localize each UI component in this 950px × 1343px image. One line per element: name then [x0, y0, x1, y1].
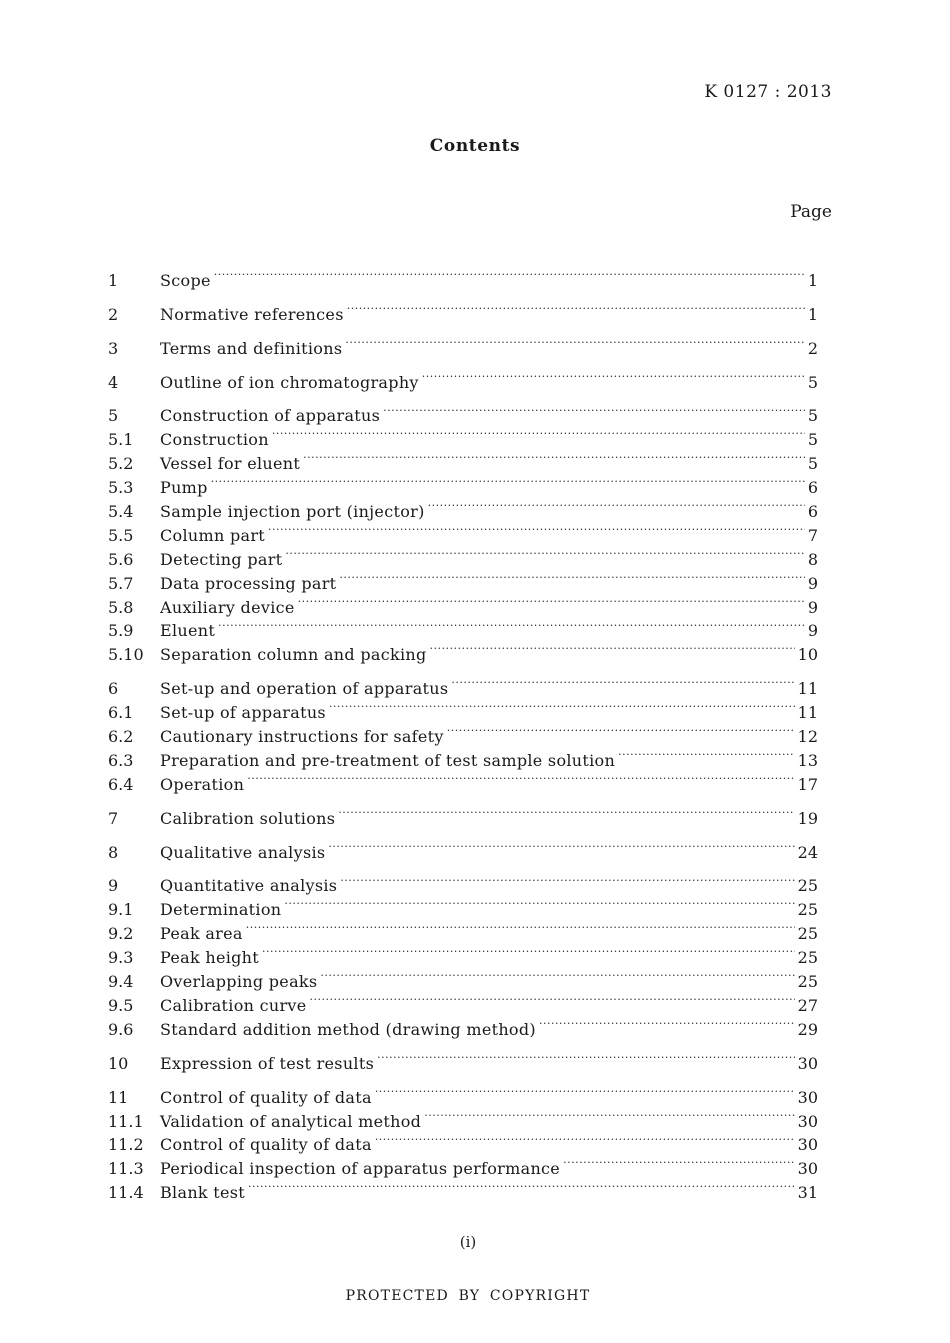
toc-dot-leader [298, 589, 805, 613]
toc-entry-page: 30 [797, 1159, 818, 1179]
toc-dot-leader [375, 1127, 795, 1151]
toc-entry-page: 12 [797, 727, 818, 747]
toc-dot-leader [268, 517, 805, 541]
toc-entry-page: 5 [807, 454, 818, 474]
toc-entry-number: 5.5 [108, 525, 134, 545]
toc-dot-leader [310, 987, 795, 1011]
toc-entry-page: 11 [797, 703, 818, 723]
copyright-notice: PROTECTED BY COPYRIGHT [345, 1288, 591, 1304]
toc-entry-number: 6.2 [108, 727, 134, 747]
toc-dot-leader [375, 1079, 795, 1103]
toc-entry-page: 5 [807, 430, 818, 450]
toc-entry-number: 9 [108, 876, 119, 896]
toc-entry-number: 5.10 [108, 645, 144, 665]
toc-entry-title: Control of quality of data [160, 1087, 372, 1107]
toc-entry-title: Overlapping peaks [160, 972, 318, 992]
toc-entry-number: 6.4 [108, 774, 134, 794]
toc-entry[interactable] [108, 262, 818, 290]
page-title: Contents [429, 136, 521, 156]
toc-dot-leader [284, 891, 794, 915]
toc-entry-page: 30 [797, 1135, 818, 1155]
toc-dot-leader [451, 670, 794, 694]
toc-dot-leader [428, 493, 805, 517]
toc-entry-title: Calibration curve [160, 995, 307, 1015]
toc-entry-page: 2 [807, 338, 818, 358]
toc-entry[interactable] [108, 469, 818, 498]
toc-entry-title: Pump [160, 478, 208, 498]
toc-entry-number: 3 [108, 338, 119, 358]
toc-entry-title: Qualitative analysis [160, 842, 326, 862]
toc-dot-leader [447, 718, 795, 742]
toc-entry-page: 30 [797, 1087, 818, 1107]
toc-entry-page: 1 [807, 304, 818, 324]
toc-entry-number: 5.8 [108, 597, 134, 617]
toc-entry-number: 5.9 [108, 621, 134, 641]
toc-dot-leader [320, 963, 794, 987]
toc-entry[interactable] [108, 834, 818, 862]
toc-dot-leader [347, 296, 805, 320]
toc-entry[interactable] [108, 1045, 818, 1073]
toc-dot-leader [211, 469, 805, 493]
toc-dot-leader [377, 1045, 795, 1069]
toc-dot-leader [328, 834, 794, 858]
toc-entry-page: 27 [797, 995, 818, 1015]
toc-entry-number: 11.2 [108, 1135, 144, 1155]
toc-entry-title: Normative references [160, 304, 344, 324]
toc-entry-page: 10 [797, 645, 818, 665]
toc-entry[interactable] [108, 1079, 818, 1107]
page-column-label: Page [790, 202, 832, 222]
toc-entry-title: Set-up of apparatus [160, 703, 326, 723]
toc-dot-leader [563, 1150, 795, 1174]
toc-entry-title: Construction [160, 430, 269, 450]
toc-entry-page: 9 [807, 597, 818, 617]
toc-entry-title: Outline of ion chromatography [160, 372, 419, 392]
toc-dot-leader [214, 262, 805, 286]
toc-entry-number: 5.4 [108, 502, 134, 522]
toc-entry-number: 11 [108, 1087, 129, 1107]
toc-entry[interactable] [108, 330, 818, 358]
toc-entry-number: 9.5 [108, 995, 134, 1015]
toc-entry-title: Vessel for eluent [160, 454, 301, 474]
toc-entry-title: Control of quality of data [160, 1135, 372, 1155]
toc-entry-title: Auxiliary device [160, 597, 295, 617]
toc-dot-leader [424, 1103, 794, 1127]
toc-entry-title: Eluent [160, 621, 216, 641]
toc-entry-page: 25 [797, 876, 818, 896]
toc-entry-page: 5 [807, 406, 818, 426]
toc-entry[interactable] [108, 364, 818, 392]
toc-entry-number: 6.1 [108, 703, 134, 723]
toc-entry[interactable] [108, 398, 818, 426]
toc-entry-title: Terms and definitions [160, 338, 343, 358]
toc-entry-page: 7 [807, 525, 818, 545]
page-number: (i) [459, 1233, 477, 1251]
toc-entry-number: 9.6 [108, 1019, 134, 1039]
toc-entry-title: Expression of test results [160, 1053, 375, 1073]
toc-entry-title: Blank test [160, 1183, 246, 1203]
toc-dot-leader [285, 541, 804, 565]
toc-dot-leader [218, 613, 805, 637]
toc-entry-title: Quantitative analysis [160, 876, 338, 896]
toc-entry-title: Calibration solutions [160, 808, 336, 828]
toc-entry-number: 11.3 [108, 1159, 144, 1179]
toc-dot-leader [618, 742, 795, 766]
toc-entry-number: 5 [108, 406, 119, 426]
toc-entry-number: 5.2 [108, 454, 134, 474]
toc-entry-title: Detecting part [160, 549, 283, 569]
toc-entry-title: Peak area [160, 924, 243, 944]
toc-entry-page: 30 [797, 1053, 818, 1073]
toc-entry-title: Determination [160, 900, 282, 920]
toc-entry[interactable] [108, 670, 818, 699]
toc-entry-page: 19 [797, 808, 818, 828]
toc-entry-number: 7 [108, 808, 119, 828]
toc-entry-number: 9.2 [108, 924, 134, 944]
standard-code: K 0127 : 2013 [704, 82, 832, 102]
toc-entry-number: 9.4 [108, 972, 134, 992]
toc-entry-page: 9 [807, 573, 818, 593]
toc-entry-title: Operation [160, 774, 245, 794]
toc-dot-leader [272, 421, 805, 445]
toc-entry-page: 11 [797, 679, 818, 699]
toc-entry-title: Construction of apparatus [160, 406, 381, 426]
toc-entry[interactable] [108, 868, 818, 896]
toc-entry-title: Standard addition method (drawing method) [160, 1019, 536, 1039]
toc-dot-leader [338, 800, 794, 824]
toc-dot-leader [422, 364, 805, 388]
toc-entry-number: 11.1 [108, 1111, 144, 1131]
toc-entry-number: 8 [108, 842, 119, 862]
toc-dot-leader [339, 565, 804, 589]
toc-entry-number: 6.3 [108, 750, 134, 770]
toc-entry-page: 8 [807, 549, 818, 569]
toc-entry-number: 4 [108, 372, 119, 392]
toc-entry-title: Preparation and pre-treatment of test sample solution [160, 750, 616, 770]
toc-entry-page: 25 [797, 948, 818, 968]
toc-entry-title: Separation column and packing [160, 645, 427, 665]
toc-dot-leader [262, 939, 795, 963]
toc-entry-page: 30 [797, 1111, 818, 1131]
toc-entry-number: 2 [108, 304, 119, 324]
toc-entry-title: Peak height [160, 948, 260, 968]
toc-entry-number: 5.1 [108, 430, 134, 450]
toc-entry-page: 6 [807, 478, 818, 498]
toc-entry-number: 6 [108, 679, 119, 699]
toc-entry-page: 25 [797, 900, 818, 920]
toc-entry-title: Sample injection port (injector) [160, 502, 425, 522]
toc-entry-number: 5.6 [108, 549, 134, 569]
toc-dot-leader [345, 330, 804, 354]
toc-entry-title: Validation of analytical method [160, 1111, 422, 1131]
toc-entry-title: Scope [160, 270, 211, 290]
toc-entry-title: Column part [160, 525, 266, 545]
toc-entry-title: Data processing part [160, 573, 337, 593]
toc-entry-number: 1 [108, 270, 119, 290]
toc-entry[interactable] [108, 800, 818, 828]
toc-dot-leader [430, 636, 795, 660]
toc-entry-number: 5.7 [108, 573, 134, 593]
toc-entry-title: Periodical inspection of apparatus performance [160, 1159, 561, 1179]
toc-entry-number: 9.1 [108, 900, 134, 920]
toc-entry-page: 5 [807, 372, 818, 392]
table-of-contents [108, 262, 818, 1203]
toc-dot-leader [248, 1174, 795, 1198]
toc-dot-leader [383, 398, 805, 422]
toc-entry-page: 6 [807, 502, 818, 522]
toc-entry-page: 25 [797, 924, 818, 944]
toc-entry-page: 24 [797, 842, 818, 862]
toc-entry-page: 31 [797, 1183, 818, 1203]
toc-entry-title: Set-up and operation of apparatus [160, 679, 449, 699]
toc-dot-leader [246, 915, 795, 939]
toc-dot-leader [247, 766, 794, 790]
toc-dot-leader [303, 445, 805, 469]
toc-entry-page: 9 [807, 621, 818, 641]
toc-entry-number: 10 [108, 1053, 129, 1073]
toc-entry[interactable] [108, 493, 818, 522]
toc-dot-leader [539, 1011, 795, 1035]
toc-entry[interactable] [108, 296, 818, 324]
toc-entry-page: 13 [797, 750, 818, 770]
toc-entry-title: Cautionary instructions for safety [160, 727, 444, 747]
toc-entry-page: 1 [807, 270, 818, 290]
toc-entry-number: 11.4 [108, 1183, 144, 1203]
toc-entry-page: 29 [797, 1019, 818, 1039]
toc-dot-leader [329, 694, 795, 718]
toc-entry-page: 25 [797, 972, 818, 992]
toc-entry-number: 9.3 [108, 948, 134, 968]
toc-entry-number: 5.3 [108, 478, 134, 498]
toc-entry-page: 17 [797, 774, 818, 794]
toc-dot-leader [340, 868, 794, 892]
